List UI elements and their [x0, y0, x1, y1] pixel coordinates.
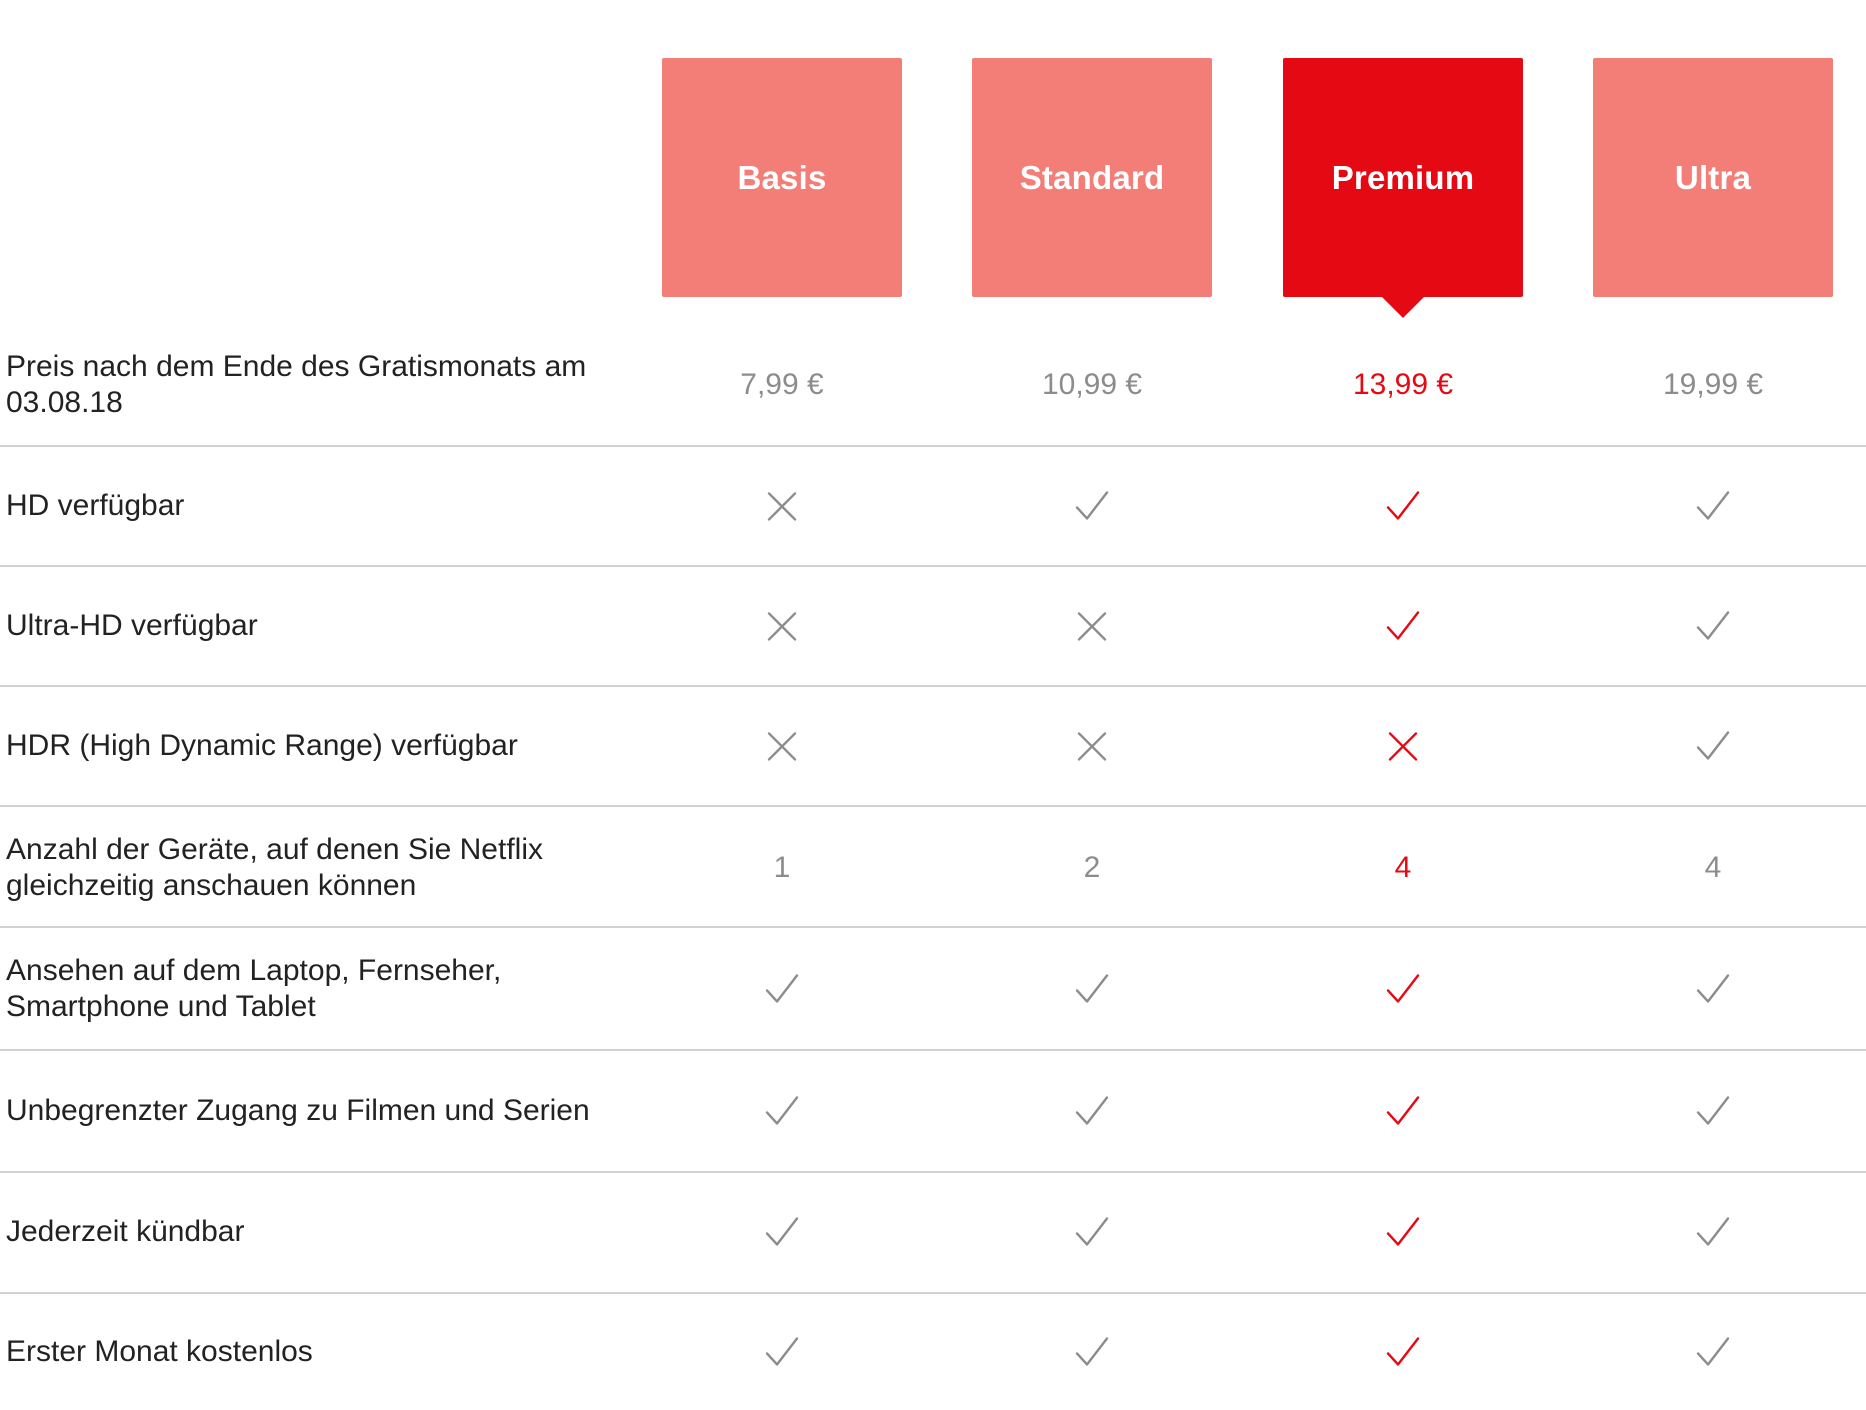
check-icon	[1074, 1334, 1110, 1367]
plan-basis-box[interactable]	[662, 58, 902, 297]
check-icon	[764, 1214, 800, 1247]
cell-basis	[662, 487, 902, 524]
check-icon	[1074, 1093, 1110, 1126]
feature-label: Jederzeit kündbar	[6, 1215, 245, 1248]
feature-label: Ansehen auf dem Laptop, Fernseher, Smartphone und Tablet	[6, 954, 502, 1023]
check-icon	[1074, 971, 1110, 1004]
row-divider	[0, 1049, 1866, 1051]
check-icon	[764, 971, 800, 1004]
cross-icon	[764, 488, 800, 521]
feature-label: Preis nach dem Ende des Gratismonats am 03.08.18	[6, 350, 587, 419]
check-icon	[764, 1093, 800, 1126]
feature-label: Ultra-HD verfügbar	[6, 609, 258, 642]
check-icon	[1385, 488, 1421, 521]
plan-ultra-box[interactable]	[1593, 58, 1833, 297]
cell-standard	[972, 1213, 1212, 1250]
cell-standard	[972, 970, 1212, 1007]
cell-value-standard: 2	[1083, 851, 1101, 884]
check-icon	[1385, 608, 1421, 641]
check-icon	[1074, 488, 1110, 521]
cell-value-premium: 13,99 €	[1352, 368, 1454, 401]
selected-pointer	[1382, 297, 1424, 318]
feature-label: Anzahl der Geräte, auf denen Sie Netflix gleichzeitig anschauen können	[6, 833, 543, 902]
check-icon	[1695, 971, 1731, 1004]
cell-basis	[662, 727, 902, 764]
cell-standard	[972, 1333, 1212, 1370]
cell-ultra	[1593, 607, 1833, 644]
cross-icon	[1074, 728, 1110, 761]
check-icon	[1385, 971, 1421, 1004]
check-icon	[1695, 728, 1731, 761]
cell-basis	[662, 607, 902, 644]
check-icon	[1385, 1214, 1421, 1247]
cell-standard	[972, 607, 1212, 644]
cell-premium	[1283, 1333, 1523, 1370]
check-icon	[1695, 1334, 1731, 1367]
feature-label: Unbegrenzter Zugang zu Filmen und Serien	[6, 1094, 590, 1127]
row-divider	[0, 805, 1866, 807]
plan-premium-box[interactable]	[1283, 58, 1523, 297]
cell-standard	[972, 1092, 1212, 1129]
cell-basis	[662, 1333, 902, 1370]
row-divider	[0, 445, 1866, 447]
plan-name-basis: Basis	[737, 158, 827, 196]
plan-standard-box[interactable]	[972, 58, 1212, 297]
cell-basis	[662, 1092, 902, 1129]
check-icon	[1695, 488, 1731, 521]
check-icon	[1385, 1334, 1421, 1367]
plan-name-ultra: Ultra	[1674, 158, 1752, 196]
cell-premium	[1283, 727, 1523, 764]
cross-icon	[764, 608, 800, 641]
cell-basis	[662, 1213, 902, 1250]
cross-icon	[1385, 728, 1421, 761]
check-icon	[1695, 608, 1731, 641]
cell-value-basis: 1	[773, 851, 791, 884]
cell-ultra	[1593, 970, 1833, 1007]
cell-value-premium: 4	[1394, 851, 1412, 884]
cell-value-basis: 7,99 €	[740, 368, 824, 401]
feature-label: Erster Monat kostenlos	[6, 1335, 313, 1368]
row-divider	[0, 926, 1866, 928]
cell-ultra	[1593, 1213, 1833, 1250]
row-divider	[0, 1292, 1866, 1294]
cell-premium	[1283, 970, 1523, 1007]
cell-value-standard: 10,99 €	[1041, 368, 1143, 401]
row-divider	[0, 1171, 1866, 1173]
cell-premium	[1283, 607, 1523, 644]
cell-standard	[972, 487, 1212, 524]
cross-icon	[1074, 608, 1110, 641]
check-icon	[764, 1334, 800, 1367]
cell-standard	[972, 727, 1212, 764]
feature-label: HD verfügbar	[6, 489, 185, 522]
cell-premium	[1283, 487, 1523, 524]
cell-premium	[1283, 1092, 1523, 1129]
plan-name-standard: Standard	[1019, 158, 1165, 196]
cell-premium	[1283, 1213, 1523, 1250]
cell-value-ultra: 4	[1704, 851, 1722, 884]
cell-ultra	[1593, 1333, 1833, 1370]
check-icon	[1385, 1093, 1421, 1126]
cell-ultra	[1593, 487, 1833, 524]
cell-ultra	[1593, 727, 1833, 764]
check-icon	[1695, 1214, 1731, 1247]
row-divider	[0, 685, 1866, 687]
plan-name-premium: Premium	[1331, 158, 1475, 196]
cell-ultra	[1593, 1092, 1833, 1129]
row-divider	[0, 565, 1866, 567]
cross-icon	[764, 728, 800, 761]
cell-basis	[662, 970, 902, 1007]
cell-value-ultra: 19,99 €	[1662, 368, 1764, 401]
check-icon	[1074, 1214, 1110, 1247]
check-icon	[1695, 1093, 1731, 1126]
feature-label: HDR (High Dynamic Range) verfügbar	[6, 729, 518, 762]
